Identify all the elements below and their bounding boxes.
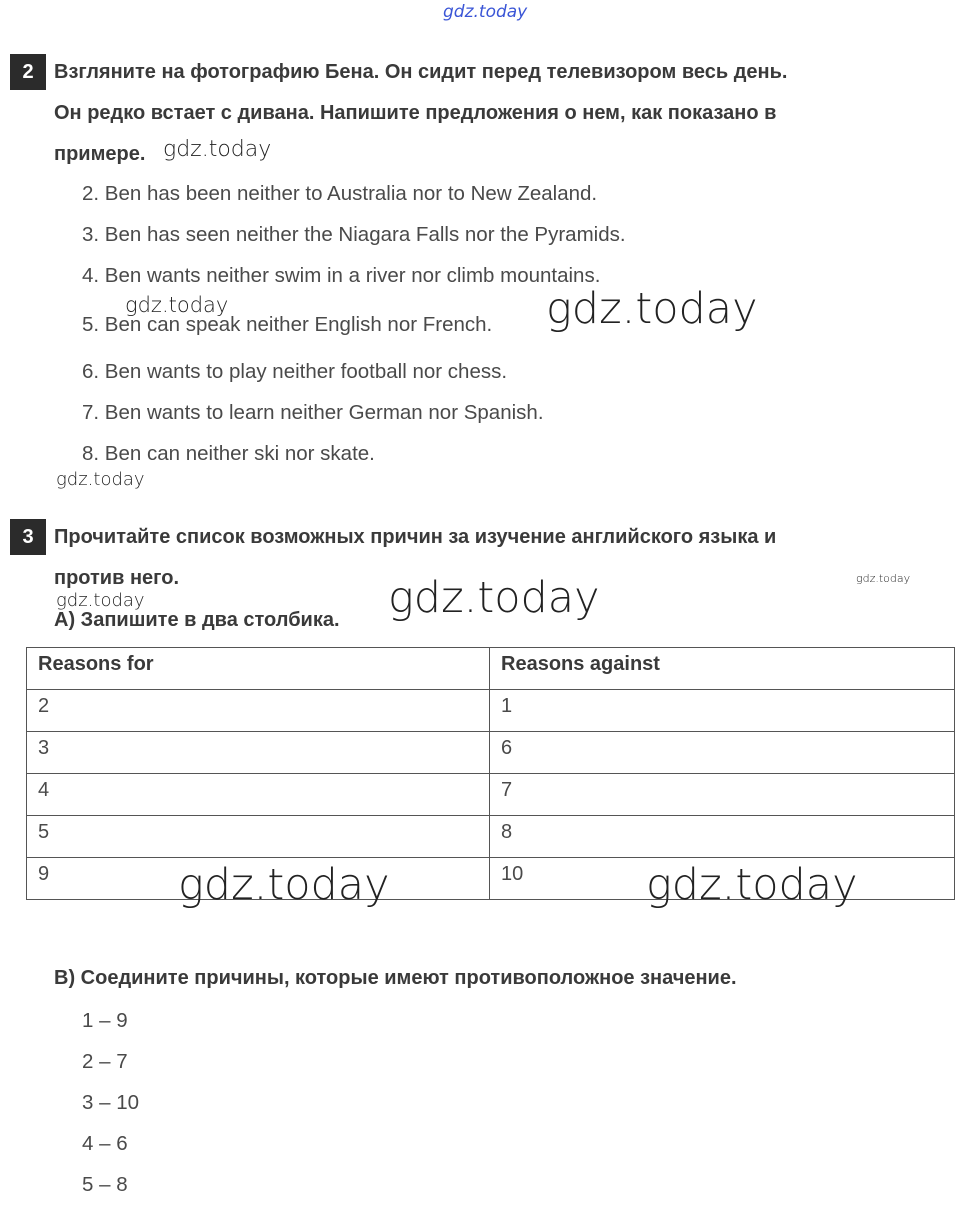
watermark-top: gdz.today	[443, 2, 528, 22]
watermark: gdz.today	[546, 284, 758, 334]
cell-reason-for: 9	[27, 858, 490, 900]
pair-line: 3 – 10	[82, 1091, 139, 1114]
table-row	[27, 774, 955, 816]
header-reasons-against: Reasons against	[490, 648, 955, 690]
answer-line: 6. Ben wants to play neither football nor chess.	[82, 360, 508, 383]
task-3-part-a-heading: A) Запишите в два столбика.	[54, 609, 340, 631]
cell-reason-for: 5	[27, 816, 490, 858]
task-3-number: 3	[10, 519, 46, 555]
watermark: gdz.today	[56, 469, 145, 490]
cell-reason-for: 3	[27, 732, 490, 774]
watermark: gdz.today	[388, 573, 600, 623]
cell-reason-against: 1	[490, 690, 955, 732]
pair-line: 2 – 7	[82, 1050, 128, 1073]
pair-line: 1 – 9	[82, 1009, 128, 1032]
task-2-instruction-line-2: Он редко встает с дивана. Напишите предложения о нем, как показано в	[54, 102, 777, 124]
task-3-instruction-line-2: против него.	[54, 567, 179, 589]
table-row	[27, 816, 955, 858]
watermark	[0, 0, 5, 1]
answer-line: 8. Ben can neither ski nor skate.	[82, 442, 375, 465]
pair-line: 4 – 6	[82, 1132, 128, 1155]
answer-line: 5. Ben can speak neither English nor French.	[82, 313, 493, 336]
answer-line: 7. Ben wants to learn neither German nor Spanish.	[82, 401, 544, 424]
answer-line: 3. Ben has seen neither the Niagara Falls nor the Pyramids.	[82, 223, 626, 246]
cell-reason-for: 4	[27, 774, 490, 816]
header-reasons-for: Reasons for	[27, 648, 490, 690]
watermark: gdz.today	[125, 293, 229, 317]
answer-line: 2. Ben has been neither to Australia nor to New Zealand.	[82, 182, 598, 205]
cell-reason-against: 10	[490, 858, 955, 900]
cell-reason-against: 8	[490, 816, 955, 858]
cell-reason-against: 7	[490, 774, 955, 816]
table-header-row	[27, 648, 955, 690]
task-2-instruction-line-3: примере.	[54, 143, 146, 165]
task-2-number: 2	[10, 54, 46, 90]
watermark: gdz.today	[856, 572, 911, 585]
watermark: gdz.today	[646, 860, 858, 910]
task-2-instruction-line-1: Взгляните на фотографию Бена. Он сидит перед телевизором весь день.	[54, 61, 788, 83]
watermark: gdz.today	[56, 590, 145, 611]
table-row	[27, 690, 955, 732]
cell-reason-for: 2	[27, 690, 490, 732]
cell-reason-against: 6	[490, 732, 955, 774]
task-3-part-b-heading: B) Соедините причины, которые имеют противоположное значение.	[54, 967, 737, 989]
watermark: gdz.today	[163, 137, 272, 162]
answer-line: 4. Ben wants neither swim in a river nor climb mountains.	[82, 264, 601, 287]
table-row	[27, 732, 955, 774]
task-3-instruction-line-1: Прочитайте список возможных причин за изучение английского языка и	[54, 526, 777, 548]
pair-line: 5 – 8	[82, 1173, 128, 1196]
watermark: gdz.today	[178, 860, 390, 910]
